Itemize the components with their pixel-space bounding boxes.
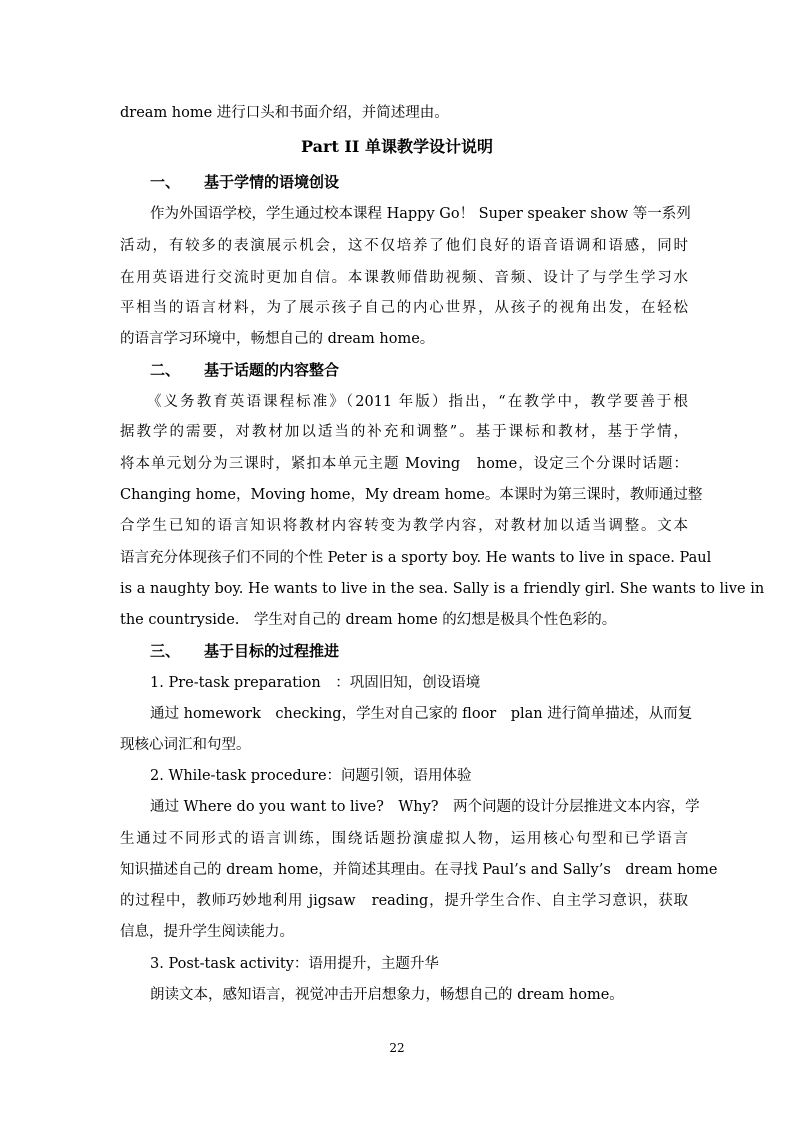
paragraph-line: 通过 homework checking，学生对自己家的 floor plan 进行简单描述，从而复 bbox=[150, 706, 693, 722]
section-heading bbox=[150, 172, 339, 192]
part-title: Part II 单课教学设计说明 bbox=[301, 137, 493, 156]
paragraph-line: 据教学的需要，对教材加以适当的补充和调整”。基于课标和教材，基于学情， bbox=[120, 424, 688, 440]
page-number: 22 bbox=[389, 1041, 405, 1055]
paragraph-line: dream home 进行口头和书面介绍，并简述理由。 bbox=[120, 105, 449, 121]
paragraph-line: Changing home，Moving home，My dream home。本课时为第三课时，教师通过整 bbox=[120, 487, 703, 503]
subsection-heading: 3. Post-task activity：语用提升，主题升华 bbox=[150, 956, 439, 972]
section-number: 二、 bbox=[150, 361, 181, 379]
section-number: 三、 bbox=[150, 642, 181, 660]
section-heading bbox=[150, 641, 339, 661]
paragraph-line: the countryside. 学生对自己的 dream home 的幻想是极具个性色彩的。 bbox=[120, 612, 617, 628]
section-number: 一、 bbox=[150, 173, 181, 191]
paragraph-line: 语言充分体现孩子们不同的个性 Peter is a sporty boy. He wants to live in space. Paul bbox=[120, 550, 712, 566]
paragraph-line: 现核心词汇和句型。 bbox=[120, 737, 251, 753]
paragraph-line: is a naughty boy. He wants to live in the sea. Sally is a friendly girl. She wants to live in bbox=[120, 581, 765, 597]
paragraph-line: 《义务教育英语课程标准》（2011 年版）指出，“在教学中，教学要善于根 bbox=[147, 394, 688, 410]
subsection-heading: 1. Pre-task preparation ：巩固旧知，创设语境 bbox=[150, 675, 481, 691]
paragraph-line: 朗读文本，感知语言，视觉冲击开启想象力，畅想自己的 dream home。 bbox=[150, 987, 624, 1003]
paragraph-line: 通过 Where do you want to live? Why? 两个问题的设计分层推进文本内容，学 bbox=[150, 799, 700, 815]
paragraph-line: 平相当的语言材料，为了展示孩子自己的内心世界，从孩子的视角出发，在轻松 bbox=[120, 300, 688, 316]
paragraph-line: 将本单元划分为三课时，紧扣本单元主题 Moving home，设定三个分课时话题： bbox=[120, 456, 688, 472]
section-heading bbox=[150, 360, 339, 380]
paragraph-line: 的过程中，教师巧妙地利用 jigsaw reading，提升学生合作、自主学习意识，获取 bbox=[120, 893, 688, 909]
paragraph-line: 生通过不同形式的语言训练，围绕话题扮演虚拟人物，运用核心句型和已学语言 bbox=[120, 831, 688, 847]
paragraph-line: 信息，提升学生阅读能力。 bbox=[120, 924, 294, 940]
paragraph-line: 作为外国语学校，学生通过校本课程 Happy Go！ Super speaker show 等一系列 bbox=[150, 206, 691, 222]
section-title: 基于学情的语境创设 bbox=[204, 173, 340, 191]
section-title: 基于话题的内容整合 bbox=[204, 361, 340, 379]
paragraph-line: 知识描述自己的 dream home，并简述其理由。在寻找 Paul’s and Sally’s dream home bbox=[120, 862, 718, 878]
section-title: 基于目标的过程推进 bbox=[204, 642, 340, 660]
paragraph-line: 在用英语进行交流时更加自信。本课教师借助视频、音频、设计了与学生学习水 bbox=[120, 270, 688, 286]
subsection-heading: 2. While-task procedure：问题引领，语用体验 bbox=[150, 768, 472, 784]
paragraph-line: 活动，有较多的表演展示机会，这不仅培养了他们良好的语音语调和语感，同时 bbox=[120, 238, 688, 254]
paragraph-line: 的语言学习环境中，畅想自己的 dream home。 bbox=[120, 331, 435, 347]
paragraph-line: 合学生已知的语言知识将教材内容转变为教学内容，对教材加以适当调整。文本 bbox=[120, 518, 688, 534]
